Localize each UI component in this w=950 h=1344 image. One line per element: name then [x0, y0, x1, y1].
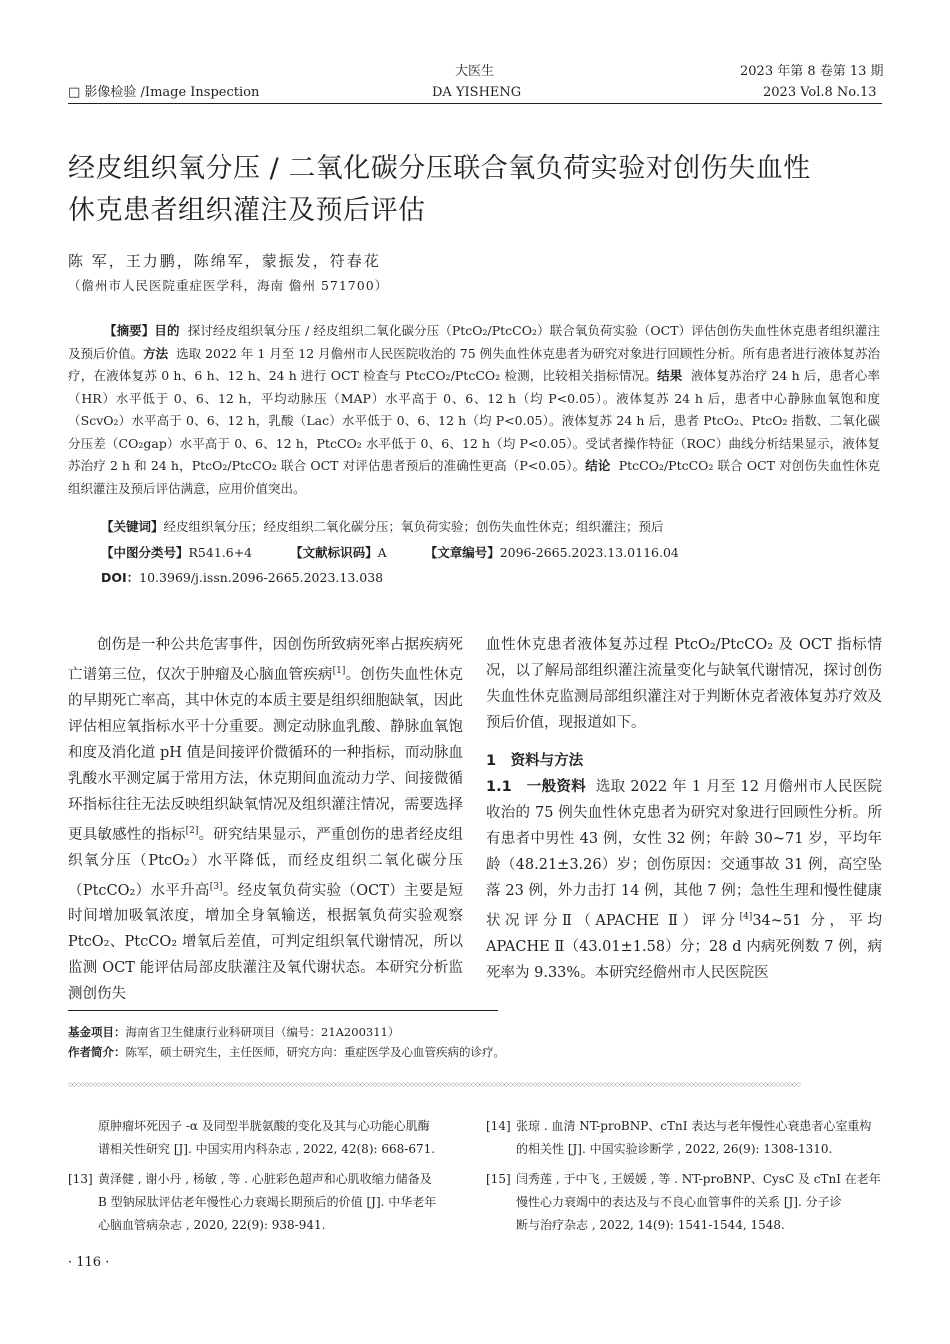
doi-value: 10.3969/j.issn.2096-2665.2023.13.038 [139, 570, 384, 585]
citation-4[interactable]: [4] [739, 912, 753, 922]
method-text: 选取 2022 年 1 月至 12 月儋州市人民医院收治的 75 例失血性休克患者为研究对象进行回顾性分析。所有患者进行液体复苏治疗，在液体复苏 0 h、6 h、12 h、24 h 进行 OCT 检查与 PtcCO₂/PtcCO₂ 检测，比较相关指标情况。 [68, 345, 880, 383]
ref15-number: [15] [486, 1172, 511, 1186]
article-title [68, 148, 888, 232]
footnotes [68, 1022, 505, 1062]
ref13-line2: B 型钠尿肽评估老年慢性心力衰竭长期预后的价值 [J]. 中华老年 [98, 1195, 437, 1209]
ref14-line2: 的相关性 [J]. 中国实验诊断学 , 2022, 26(9): 1308-1310. [516, 1142, 833, 1156]
title-line-1: 经皮组织氧分压 / 二氧化碳分压联合氧负荷实验对创伤失血性 [68, 153, 811, 184]
reference-13 [68, 1168, 468, 1237]
author-text: 陈军，硕士研究生，主任医师，研究方向：重症医学及心血管疾病的诊疗。 [125, 1045, 505, 1059]
issue-en: 2023 Vol.8 No.13 [763, 85, 877, 100]
citation-2[interactable]: [2] [185, 825, 199, 836]
body-left-column [68, 632, 463, 1007]
intro-text-4: 。经皮氧负荷实验（OCT）主要是短时间增加吸氧浓度，增加全身氧输送，根据氧负荷实验观察 PtcO₂、PtcCO₂ 增氧后差值，可判定组织氧代谢情况，所以监测 OCT 能评估局部皮肤灌注及氧代谢状态。本研究分析监测创伤失 [68, 882, 464, 1003]
keywords-text: 经皮组织氧分压；经皮组织二氧化碳分压；氧负荷实验；创伤失血性休克；组织灌注；预后 [163, 519, 664, 534]
author-note [68, 1042, 505, 1062]
affiliation: （儋州市人民医院重症医学科，海南 儋州 571700） [68, 278, 389, 293]
ref13-number: [13] [68, 1172, 93, 1186]
doc-code-label: 【文献标识码】 [290, 545, 378, 560]
ref13-line3: 心脑血管病杂志 , 2020, 22(9): 938-941. [98, 1218, 326, 1232]
clc-label: 【中图分类号】 [101, 545, 189, 560]
footnote-rule [68, 1010, 498, 1011]
intro-continued: 血性休克患者液体复苏过程 PtcO₂/PtcCO₂ 及 OCT 指标情况，以了解局部组织灌注流量变化与缺氧代谢情况，探讨创伤失血性休克监测局部组织灌注对于判断休克者液体复苏疗效及预后价值，现报道如下。 [486, 637, 882, 731]
ref12-line1: 原肿瘤坏死因子 -α 及同型半胱氨酸的变化及其与心功能心肌酶 [98, 1119, 430, 1133]
objective-label: 目的 [154, 323, 180, 338]
issue-cn: 2023 年第 8 卷第 13 期 [740, 64, 884, 79]
reference-15 [486, 1168, 882, 1237]
subsection-1-1-text-1: 选取 2022 年 1 月至 12 月儋州市人民医院收治的 75 例失血性休克患者为研究对象进行回顾性分析。所有患者中男性 43 例，女性 32 例；年龄 30~71 岁，平均年龄（48.21±3.26）岁；创伤原因：交通事故 31 例，高空坠落 23 例，外力击打 14 例，其他 7 例；急性生理和慢性健康状况评分Ⅱ（APACHE Ⅱ）评分 [486, 779, 883, 929]
subsection-1-1-label: 1.1 一般资料 [486, 779, 586, 795]
subsection-1-1-text-2: 34~51 分，平均 APACHE Ⅱ（43.01±1.58）分；28 d 内病死例数 7 例，病死率为 9.33%。本研究经儋州市人民医院医 [486, 912, 882, 981]
article-no-label: 【文章编号】 [424, 545, 500, 560]
result-text: 液体复苏治疗 24 h 后，患者心率（HR）水平低于 0、6、12 h，平均动脉压（MAP）水平高于 0、6、12 h（均 P<0.05）。液体复苏 24 h 后，患者中心静脉血氧饱和度（ScvO₂）水平高于 0、6、12 h，乳酸（Lac）水平低于 0、6、12 h（均 P<0.05）。液体复苏 24 h 后，患者 PtcO₂、PtcO₂ 指数、二氧化碳分压差（CO₂gap）水平高于 0、6、12 h，PtcCO₂ 水平低于 0、6、12 h（均 P<0.05）。受试者操作特征（ROC）曲线分析结果显示，液体复苏治疗 2 h 和 24 h，PtcO₂/PtcCO₂ 联合 OCT 对评估患者预后的准确性更高（P<0.05）。 [68, 368, 880, 473]
decorative-divider: ◇◇◇◇◇◇◇◇◇◇◇◇◇◇◇◇◇◇◇◇◇◇◇◇◇◇◇◇◇◇◇◇◇◇◇◇◇◇◇◇◇◇◇◇◇◇◇◇◇◇◇◇◇◇◇◇◇◇◇◇◇◇◇◇◇◇◇◇◇◇◇◇◇◇◇◇◇◇◇◇◇◇◇◇◇◇◇◇◇◇◇◇◇◇◇◇◇◇◇◇◇◇◇◇◇◇◇◇◇◇◇◇◇◇◇◇◇◇◇◇◇◇◇◇◇◇◇◇◇◇◇◇◇◇◇◇◇◇◇◇◇◇◇◇◇◇◇◇◇◇◇◇◇◇◇◇◇◇◇◇◇◇◇◇◇◇◇◇◇◇◇◇◇◇◇◇◇◇ [68, 1082, 801, 1088]
reference-12-continued [68, 1115, 468, 1161]
method-label: 方法 [143, 345, 169, 361]
journal-name-cn: 大医生 [455, 64, 495, 79]
ref13-line1: 黄泽健 , 谢小丹 , 杨敏 , 等 . 心脏彩色超声和心肌收缩力储备及 [98, 1172, 432, 1186]
header-rule [68, 103, 882, 104]
intro-text-3: 。研究结果显示，严重创伤的患者经皮组织氧分压（PtcO₂）水平降低，而经皮组织二氧化碳分压（PtcCO₂）水平升高 [68, 826, 464, 899]
doc-code-value: A [377, 545, 387, 560]
ref15-line3: 断与治疗杂志 , 2022, 14(9): 1541-1544, 1548. [516, 1218, 785, 1232]
ref12-line2: 谱相关性研究 [J]. 中国实用内科杂志 , 2022, 42(8): 668-671. [98, 1142, 436, 1156]
keywords-label: 【关键词】 [101, 519, 164, 534]
ref15-line1: 闫秀莲 , 于中飞 , 王媛媛 , 等 . NT-proBNP、CysC 及 cTnI 在老年 [516, 1172, 881, 1186]
fund-text: 海南省卫生健康行业科研项目（编号：21A200311） [125, 1025, 400, 1039]
objective-text: 探讨经皮组织氧分压 / 经皮组织二氧化碳分压（PtcO₂/PtcCO₂）联合氧负荷实验（OCT）评估创伤失血性休克患者组织灌注及预后价值。 [68, 323, 880, 361]
ref14-number: [14] [486, 1119, 511, 1133]
classification [101, 544, 679, 562]
intro-text-2: 。创伤失血性休克的早期死亡率高，其中休克的本质主要是组织细胞缺氧，因此评估相应氧指标水平十分重要。测定动脉血乳酸、静脉血氧饱和度及消化道 pH 值是间接评价微循环的一种指标，而动脉血乳酸水平测定属于常用方法，休克期间血流动力学、间接微循环指标往往无法反映组织缺氧情况及组织灌注情况，需要选择更具敏感性的指标 [68, 666, 464, 843]
keywords [101, 518, 664, 536]
citation-1[interactable]: [1] [332, 666, 346, 676]
body-right-column [486, 632, 882, 986]
authors: 陈 军，王力鹏，陈绵军，蒙振发，符春花 [68, 252, 381, 270]
result-label: 结果 [657, 368, 683, 383]
page-number: · 116 · [68, 1255, 110, 1270]
conclusion-label: 结论 [585, 458, 611, 473]
abstract [68, 320, 880, 500]
intro-paragraph [68, 632, 463, 1007]
author-label: 作者简介： [68, 1045, 126, 1059]
fund-label: 基金项目： [68, 1025, 126, 1039]
abstract-label: 【摘要】 [104, 323, 155, 338]
section-label: □ 影像检验 /Image Inspection [68, 85, 260, 100]
clc-value: R541.6+4 [188, 545, 253, 560]
citation-3[interactable]: [3] [209, 881, 223, 892]
intro-text-1: 创伤是一种公共危害事件，因创伤所致病死率占据疾病死亡谱第三位，仅次于肿瘤及心脑血管疾病 [68, 637, 463, 683]
doi-label: DOI： [101, 570, 140, 585]
reference-14 [486, 1115, 882, 1161]
title-line-2: 休克患者组织灌注及预后评估 [68, 195, 426, 226]
conclusion-text: PtcCO₂/PtcCO₂ 联合 OCT 对创伤失血性休克组织灌注及预后评估满意，应用价值突出。 [68, 458, 881, 496]
article-no-value: 2096-2665.2023.13.0116.04 [499, 545, 679, 560]
fund-note [68, 1022, 505, 1042]
journal-name-en: DA YISHENG [432, 85, 522, 100]
ref15-line2: 慢性心力衰竭中的表达及与不良心血管事件的关系 [J]. 分子诊 [516, 1195, 842, 1209]
ref14-line1: 张琼 . 血清 NT-proBNP、cTnI 表达与老年慢性心衰患者心室重构 [516, 1119, 872, 1133]
doi [101, 569, 383, 587]
subsection-1-1 [486, 774, 882, 986]
section-heading-1: 1 资料与方法 [486, 753, 584, 769]
